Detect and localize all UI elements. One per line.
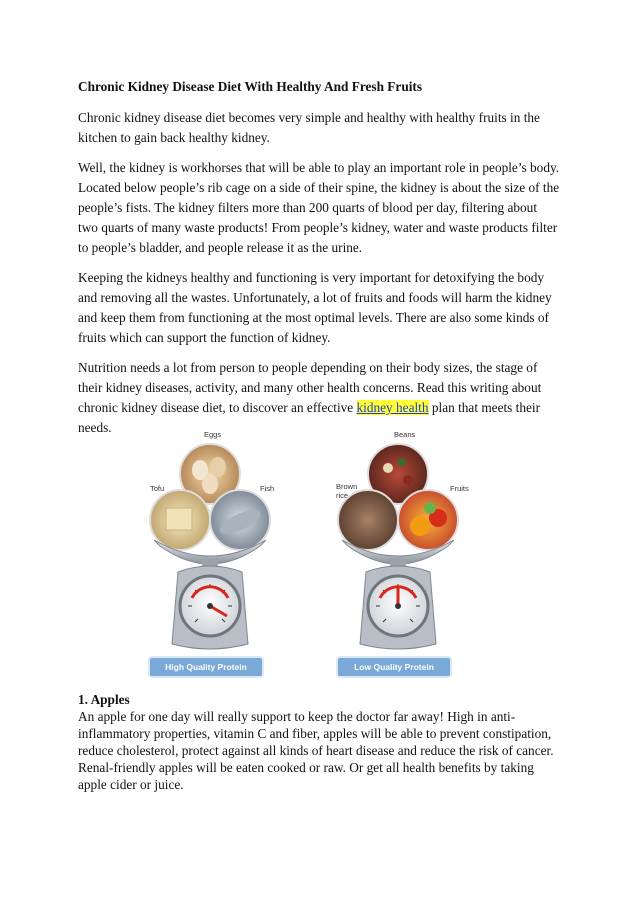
apples-paragraph-1: An apple for one day will really support to keep the doctor far away! High in anti-inflammatory properties, vitamin C and fiber, apples will be able to prevent constipation, reduce cholesterol, protect against all kinds of heart disease and reduce the risk of cancer. xyxy=(78,709,554,758)
label-tofu: Tofu xyxy=(150,484,165,493)
label-eggs: Eggs xyxy=(204,430,222,439)
paragraph-intro: Chronic kidney disease diet becomes very simple and healthy with healthy fruits in the kitchen to gain back healthy kidney. xyxy=(78,110,540,145)
high-protein-scale xyxy=(130,422,290,684)
section-apples xyxy=(78,691,560,793)
paragraph-nutrition-text: Nutrition needs a lot from person to people depending on their body sizes, the stage of their kidney diseases, activity, and many other health concerns. Read this writing about chronic kidney disease diet, to discover an effective xyxy=(78,360,542,415)
scale-drawing xyxy=(130,422,290,658)
low-quality-protein-badge: Low Quality Protein xyxy=(338,658,450,676)
label-fish: Fish xyxy=(260,484,275,493)
article-title: Chronic Kidney Disease Diet With Healthy And Fresh Fruits xyxy=(78,79,423,94)
paragraph-nutrition-end: plan that meets their needs. xyxy=(78,400,541,435)
label-fruits: Fruits xyxy=(450,484,469,493)
paragraph-healthy-kidneys: Keeping the kidneys healthy and functioning is very important for detoxifying the body and removing all the wastes. Unfortunately, a lot of fruits and foods will harm the kidney and keep them from functioning at the most optimal levels. There are also some kinds of fruits which can support the function of kidney. xyxy=(78,270,552,345)
high-quality-protein-badge: High Quality Protein xyxy=(150,658,262,676)
apples-paragraph-2: Renal-friendly apples will be eaten cooked or raw. Or get all health benefits by taking apple cider or juice. xyxy=(78,760,534,792)
paragraph-kidney-function: Well, the kidney is workhorses that will be able to play an important role in people’s body. Located below people’s rib cage on a side of their spine, the kidney is about the size of the people’s fists. The kidney filters more than 200 quarts of blood per day, filtering about two quarts of many waste products! From people’s kidney, water and waste products filter to people’s bladder, and people release it as the urine. xyxy=(78,160,560,255)
brown-rice-image xyxy=(338,490,398,550)
kidney-health-link[interactable]: kidney health xyxy=(356,400,429,415)
section-heading-apples: 1. Apples xyxy=(78,692,130,707)
article xyxy=(78,78,560,448)
protein-scales-figure xyxy=(130,422,469,684)
label-brown-rice: Brown rice xyxy=(336,482,358,500)
label-beans: Beans xyxy=(394,430,416,439)
scale-drawing-right xyxy=(318,422,478,658)
low-protein-scale xyxy=(318,422,478,684)
